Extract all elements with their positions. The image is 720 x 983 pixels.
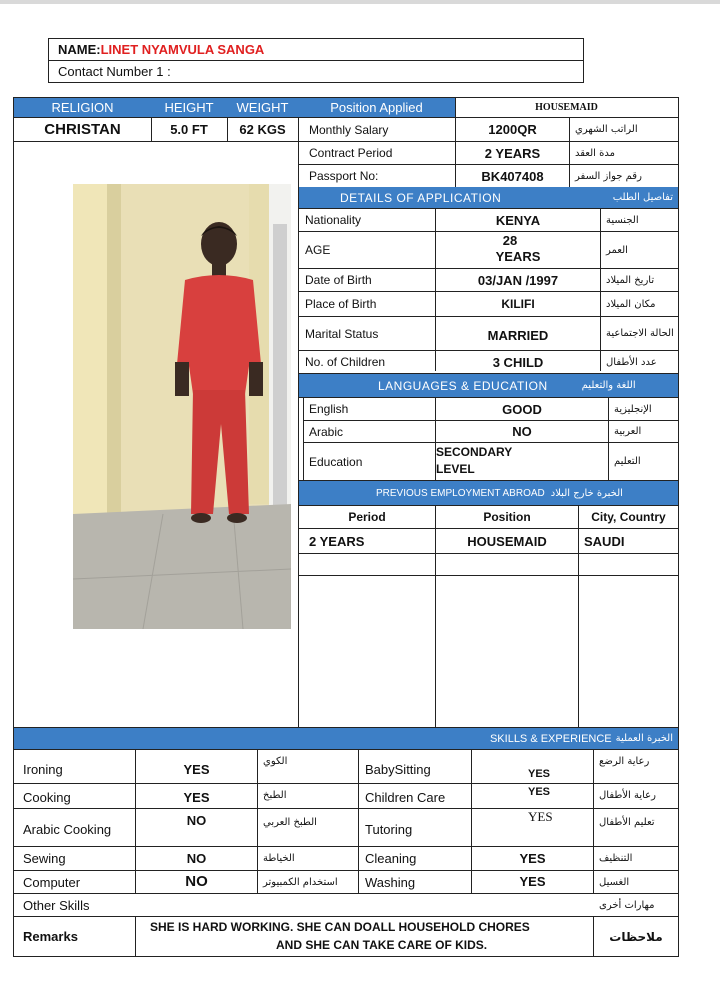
remarks-label: Remarks <box>23 929 78 944</box>
marital-status-value: MARRIED <box>487 328 549 343</box>
name-label: NAME: <box>58 42 101 57</box>
english-label: English <box>309 402 349 416</box>
employment-title-arabic: الخبرة خارج البلاد <box>550 487 623 499</box>
nationality-arabic-label: الجنسية <box>606 214 639 226</box>
age-unit: YEARS <box>495 249 541 264</box>
employment-position-value: HOUSEMAID <box>467 533 547 549</box>
pob-label: Place of Birth <box>305 297 377 311</box>
age-number: 28 <box>502 233 518 248</box>
languages-header <box>299 374 678 397</box>
skill-children-care-arabic: رعاية الأطفال <box>599 789 656 801</box>
salary-label: Monthly Salary <box>309 122 389 137</box>
remarks-line-2: AND SHE CAN TAKE CARE OF KIDS. <box>276 938 488 952</box>
employment-title: PREVIOUS EMPLOYMENT ABROAD <box>376 487 545 499</box>
skill-children-care-value: YES <box>528 786 551 798</box>
skill-sewing-label: Sewing <box>23 851 66 866</box>
passport-label: Passport No: <box>309 169 379 183</box>
skill-sewing-value: NO <box>186 851 207 866</box>
remarks-text <box>136 918 593 956</box>
name-value: LINET NYAMVULA SANGA <box>100 42 265 57</box>
english-value: GOOD <box>502 401 542 417</box>
education-value <box>436 444 608 480</box>
education-value-line1: SECONDARY <box>436 445 513 459</box>
passport-arabic-label: رقم جواز السفر <box>575 170 642 182</box>
passport-value: BK407408 <box>481 168 544 184</box>
position-header: Position Applied <box>298 98 455 117</box>
skills-title-arabic: الخبرة العملية <box>615 733 673 744</box>
skill-washing-label: Washing <box>365 874 416 890</box>
skill-arabic-cooking-value: NO <box>186 812 207 828</box>
skill-cleaning-value: YES <box>519 851 546 866</box>
skill-washing-value: YES <box>519 873 546 889</box>
skills-header <box>14 728 678 749</box>
remarks-arabic: ملاحظات <box>609 929 663 944</box>
skill-computer-arabic: استخدام الكمبيوتر <box>263 876 338 888</box>
age-label: AGE <box>305 243 331 257</box>
children-arabic-label: عدد الأطفال <box>606 356 657 368</box>
other-skills-label: Other Skills <box>23 897 90 913</box>
skill-computer-label: Computer <box>23 874 81 890</box>
name-box <box>48 38 584 83</box>
nationality-label: Nationality <box>305 213 362 227</box>
arabic-label: Arabic <box>309 424 344 439</box>
religion-header: RELIGION <box>14 98 151 117</box>
english-arabic-label: الإنجليزية <box>614 403 652 415</box>
age-arabic-label: العمر <box>606 244 628 256</box>
skill-cleaning-arabic: التنظيف <box>599 853 633 864</box>
religion-value: CHRISTAN <box>44 121 121 138</box>
top-edge <box>0 0 720 4</box>
age-value <box>436 233 600 267</box>
skill-cooking-arabic: الطبخ <box>263 789 287 801</box>
contract-period-label: Contract Period <box>309 146 393 160</box>
education-arabic-label: التعليم <box>614 456 641 467</box>
name-line <box>53 39 269 60</box>
dob-arabic-label: تاريخ الميلاد <box>606 274 655 286</box>
skill-babysitting-value: YES <box>528 768 551 780</box>
skill-children-care-label: Children Care <box>365 789 446 805</box>
weight-header: WEIGHT <box>227 98 298 117</box>
applicant-photo <box>73 184 291 629</box>
employment-city-value: SAUDI <box>584 533 625 549</box>
skill-computer-value: NO <box>185 872 208 890</box>
children-label: No. of Children <box>305 355 386 369</box>
skill-tutoring-label: Tutoring <box>365 821 413 837</box>
skill-babysitting-arabic: رعاية الرضع <box>599 755 650 767</box>
contract-period-value: 2 YEARS <box>484 145 541 161</box>
pob-arabic-label: مكان الميلاد <box>606 298 656 310</box>
weight-value: 62 KGS <box>239 122 286 137</box>
arabic-arabic-label: العربية <box>614 426 642 437</box>
languages-title: LANGUAGES & EDUCATION <box>378 378 548 393</box>
applicant-photo-image <box>73 184 291 629</box>
children-value: 3 CHILD <box>492 354 544 370</box>
details-title-arabic: تفاصيل الطلب <box>612 192 673 203</box>
height-header: HEIGHT <box>151 98 227 117</box>
details-title: DETAILS OF APPLICATION <box>340 190 502 205</box>
skill-ironing-label: Ironing <box>23 761 63 777</box>
skill-babysitting-label: BabySitting <box>365 761 431 777</box>
education-value-line2: LEVEL <box>436 462 475 476</box>
skill-washing-arabic: الغسيل <box>599 876 630 888</box>
marital-status-arabic-label: الحالة الاجتماعية <box>606 328 674 339</box>
skill-arabic-cooking-label: Arabic Cooking <box>23 821 112 837</box>
skill-cooking-value: YES <box>183 789 210 805</box>
contact-number: Contact Number 1 : <box>58 64 171 79</box>
employment-period-value: 2 YEARS <box>309 533 365 549</box>
remarks-line-1: SHE IS HARD WORKING. SHE CAN DOALL HOUSEHOLD CHORES <box>150 920 530 934</box>
employment-header <box>299 481 678 505</box>
skill-sewing-arabic: الخياطة <box>263 853 295 864</box>
position-value: HOUSEMAID <box>535 102 598 113</box>
skill-ironing-value: YES <box>183 761 210 777</box>
skill-ironing-arabic: الكوي <box>263 755 288 767</box>
employment-city-header: City, Country <box>591 510 666 524</box>
skill-cooking-label: Cooking <box>23 789 71 805</box>
details-header <box>299 187 678 208</box>
contract-period-arabic-label: مدة العقد <box>575 147 615 159</box>
nationality-value: KENYA <box>495 212 541 228</box>
dob-label: Date of Birth <box>305 273 372 287</box>
employment-position-header: Position <box>483 510 531 524</box>
education-label: Education <box>309 454 363 469</box>
skill-arabic-cooking-arabic: الطبخ العربي <box>263 816 317 828</box>
marital-status-label: Marital Status <box>305 326 379 341</box>
skill-tutoring-value: YES <box>528 809 553 824</box>
skill-cleaning-label: Cleaning <box>365 851 417 866</box>
arabic-value: NO <box>512 424 532 439</box>
salary-arabic-label: الراتب الشهري <box>575 124 638 135</box>
dob-value: 03/JAN /1997 <box>477 272 559 288</box>
skills-title: SKILLS & EXPERIENCE <box>489 732 612 745</box>
salary-value: 1200QR <box>488 122 537 137</box>
languages-title-arabic: اللغة والتعليم <box>581 380 636 391</box>
skill-tutoring-arabic: تعليم الأطفال <box>599 816 655 828</box>
employment-period-header: Period <box>348 510 386 524</box>
height-value: 5.0 FT <box>170 122 208 137</box>
other-skills-arabic: مهارات أخرى <box>599 899 655 911</box>
pob-value: KILIFI <box>501 297 535 311</box>
